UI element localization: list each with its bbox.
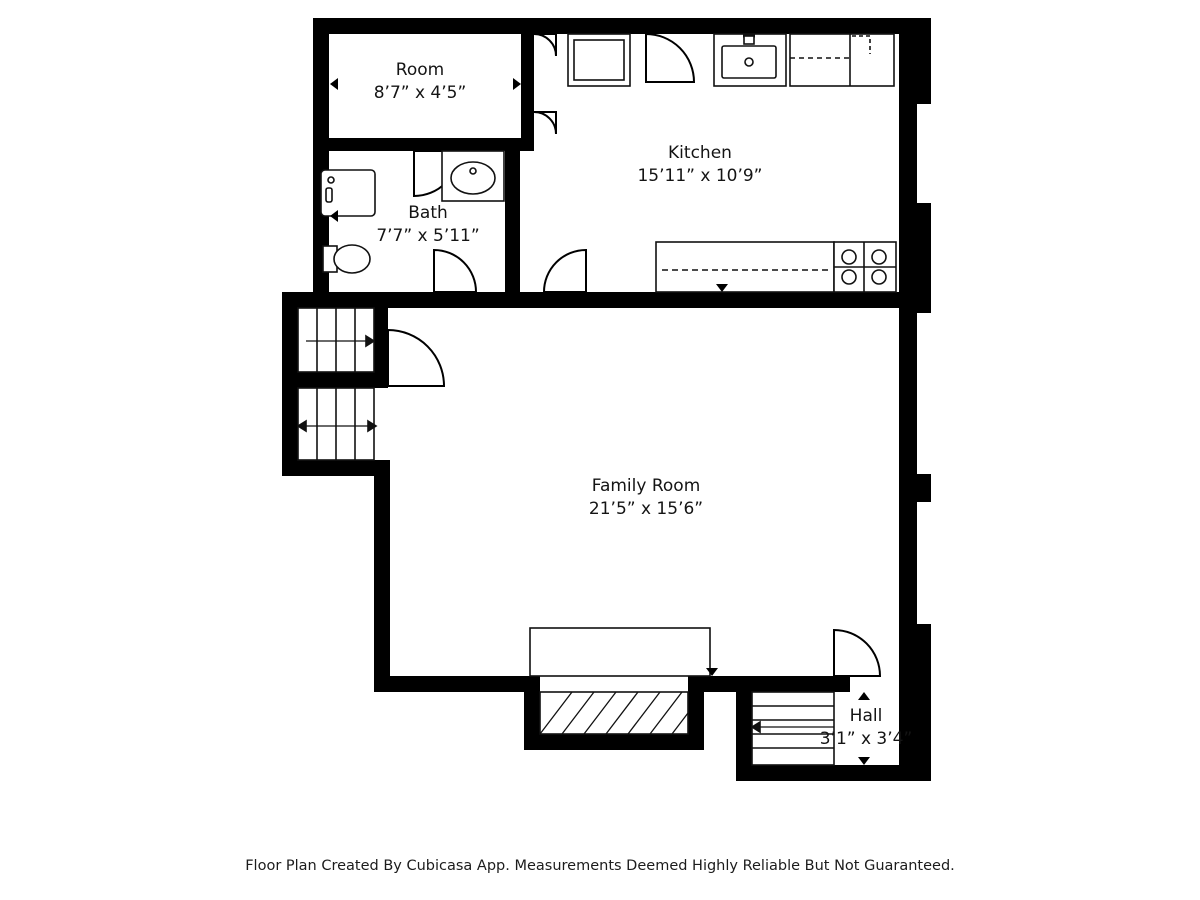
room-label-dimensions: 3’1” x 3’4” xyxy=(819,729,913,749)
stairs-upper xyxy=(298,308,374,372)
stairs-left-run xyxy=(298,388,376,460)
room-label xyxy=(820,705,913,751)
toilet-bowl xyxy=(334,245,370,273)
kitchen-sink-drain xyxy=(745,58,753,66)
kitchen-faucet xyxy=(744,36,754,44)
footer-disclaimer: Floor Plan Created By Cubicasa App. Measurements Deemed Highly Reliable But Not Guaranteed. xyxy=(245,858,955,874)
room-label-dimensions: 7’7” x 5’11” xyxy=(376,226,480,246)
room-label-dimensions: 8’7” x 4’5” xyxy=(373,83,467,103)
room-label-name: Hall xyxy=(849,706,883,727)
room-label xyxy=(374,59,467,105)
room-label xyxy=(637,142,762,188)
door-bath-bottom xyxy=(434,250,476,292)
door-room-upper xyxy=(534,34,556,56)
door-kitchen-top xyxy=(646,34,694,82)
door-stair-closet xyxy=(388,330,444,386)
room-label xyxy=(376,202,479,248)
room-label-name: Family Room xyxy=(591,476,701,497)
room-label-name: Bath xyxy=(408,203,448,224)
kitchen-counter-right xyxy=(790,34,894,86)
room-label-dimensions: 15’11” x 10’9” xyxy=(637,166,763,186)
door-room-lower xyxy=(534,112,556,134)
door-family-upper xyxy=(544,250,586,292)
bath-sink-basin xyxy=(451,162,495,194)
doors xyxy=(388,34,880,676)
room-label-name: Room xyxy=(395,60,445,81)
room-label-name: Kitchen xyxy=(668,143,732,164)
door-hall-entry xyxy=(834,630,880,676)
kitchen-counter-lower xyxy=(656,242,834,292)
stairs-basement xyxy=(530,628,710,734)
room-label-dimensions: 21’5” x 15’6” xyxy=(588,499,704,519)
room-label xyxy=(589,475,703,521)
